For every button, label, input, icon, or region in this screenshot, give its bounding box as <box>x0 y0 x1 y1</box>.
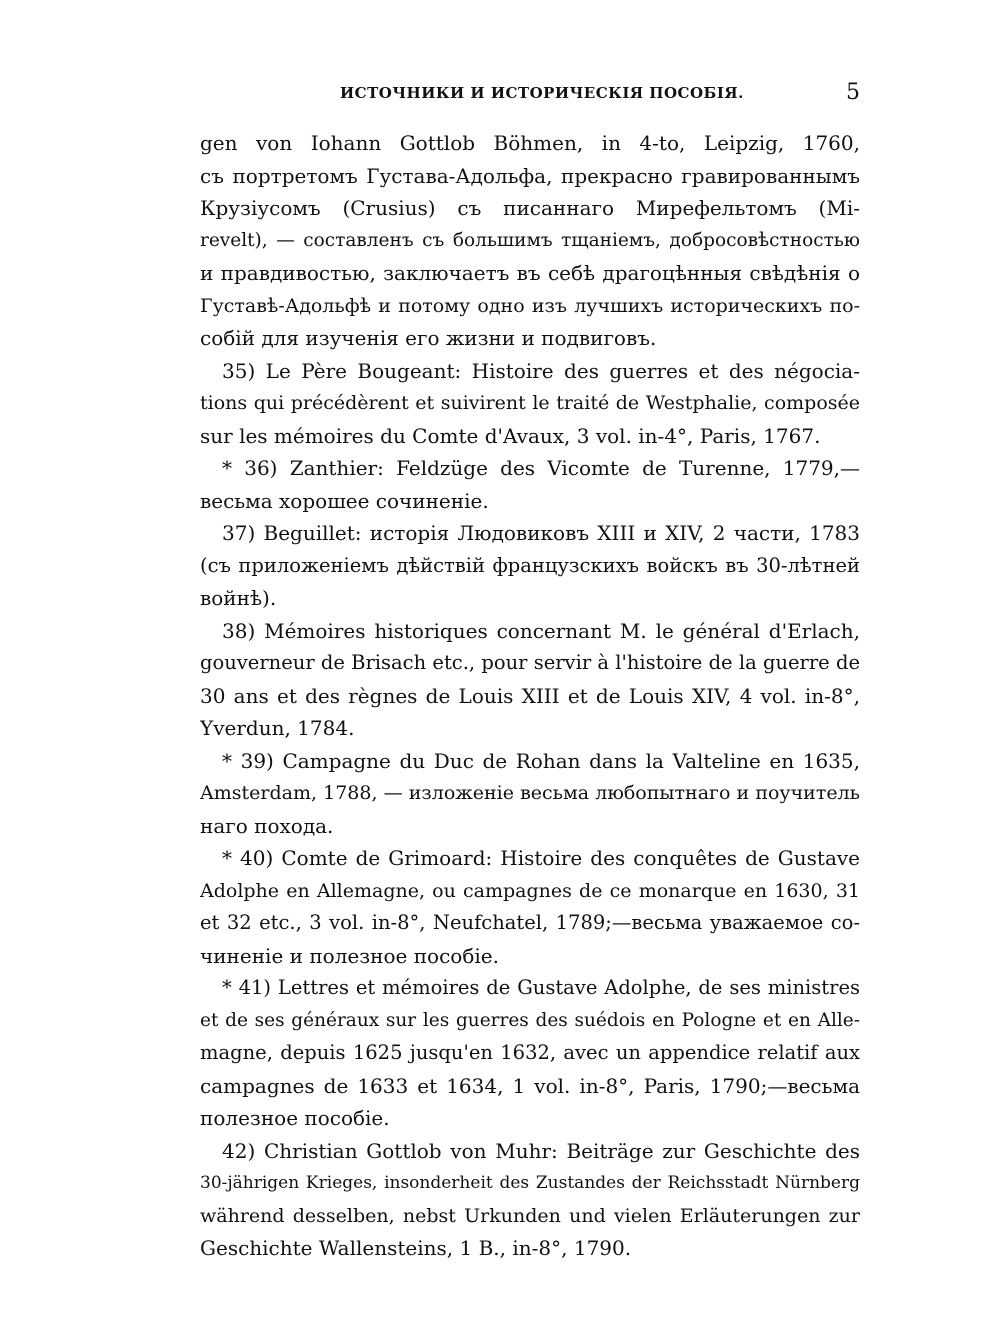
text-line: чиненіе и полезное пособіе. <box>200 943 499 968</box>
text-line: magne, depuis 1625 jusqu'en 1632, avec un appendice relatif aux <box>200 1041 860 1064</box>
entry-37-line: 37) Beguillet: исторія Людовиковъ XIII и XIV, 2 части, 1783 <box>222 521 860 545</box>
text-line: campagnes de 1633 et 1634, 1 vol. in-8°, Paris, 1790;—весьма <box>200 1073 860 1098</box>
text-line: Yverdun, 1784. <box>200 716 355 740</box>
text-line: 30-jährigen Krieges, insonderheit des Zustandes der Reichsstadt Nürnberg <box>200 1173 860 1193</box>
text-line: tions qui précédèrent et suivirent le traité de Westphalie, composée <box>200 392 860 414</box>
body-text <box>200 127 860 1265</box>
entry-40-line: * 40) Comte de Grimoard: Histoire des conquêtes de Gustave <box>222 846 860 870</box>
text-line: Крузіусомъ (Crusius) съ писаннаго Мирефельтомъ (Mi- <box>200 196 860 220</box>
entry-36-line: * 36) Zanthier: Feldzüge des Vicomte de Turenne, 1779,— <box>222 456 860 480</box>
text-line: съ портретомъ Густава-Адольфа, прекрасно гравированнымъ <box>200 163 860 188</box>
page-number: 5 <box>846 80 860 105</box>
text-line: Adolphe en Allemagne, ou campagnes de ce monarque en 1630, 31 <box>200 879 860 902</box>
entry-35-line: 35) Le Père Bougeant: Histoire des guerres et des négocia- <box>222 358 860 383</box>
entry-41-line: * 41) Lettres et mémoires de Gustave Adolphe, de ses ministres <box>222 976 860 999</box>
running-title: ИСТОЧНИКИ И ИСТОРИЧЕСКІЯ ПОСОБІЯ. <box>340 84 744 102</box>
text-line: (съ приложеніемъ дѣйствій французскихъ войскъ въ 30-лѣтней <box>200 553 860 577</box>
text-line: Густавѣ-Адольфѣ и потому одно изъ лучшихъ историческихъ по- <box>200 294 860 317</box>
text-line: et de ses généraux sur les guerres des suédois en Pologne et en Alle- <box>200 1009 860 1031</box>
text-line: собій для изученія его жизни и подвиговъ. <box>200 326 657 350</box>
text-line: Geschichte Wallensteins, 1 B., in-8°, 1790. <box>200 1236 632 1260</box>
text-line: sur les mémoires du Comte d'Avaux, 3 vol. in-4°, Paris, 1767. <box>200 423 821 448</box>
text-line: Amsterdam, 1788, — изложеніе весьма любопытнаго и поучитель <box>200 782 860 804</box>
entry-39-line: * 39) Campagne du Duc de Rohan dans la Valteline en 1635, <box>222 748 860 773</box>
text-line: весьма хорошее сочиненіе. <box>200 488 489 513</box>
entry-38-line: 38) Mémoires historiques concernant M. le général d'Erlach, <box>222 618 860 643</box>
text-line: revelt), — составленъ съ большимъ тщаніемъ, добросовѣстностью <box>200 229 860 251</box>
text-line: наго похода. <box>200 813 334 838</box>
text-line: и правдивостью, заключаетъ въ себѣ драгоцѣнныя свѣдѣнія о <box>200 261 860 285</box>
text-line: gouverneur de Brisach etc., pour servir à l'histoire de la guerre de <box>200 651 860 674</box>
entry-42-line: 42) Christian Gottlob von Muhr: Beiträge zur Geschichte des <box>222 1138 860 1163</box>
running-head <box>200 80 860 108</box>
text-line: полезное пособіе. <box>200 1106 390 1130</box>
text-line: et 32 etc., 3 vol. in-8°, Neufchatel, 1789;—весьма уважаемое со- <box>200 911 860 934</box>
text-line: 30 ans et des règnes de Louis XIII et de Louis XIV, 4 vol. in-8°, <box>200 683 860 708</box>
text-line: gen von Iohann Gottlob Böhmen, in 4-to, Leipzig, 1760, <box>200 131 860 155</box>
text-line: während desselben, nebst Urkunden und vielen Erläuterungen zur <box>200 1204 860 1227</box>
text-line: войнѣ). <box>200 586 277 610</box>
